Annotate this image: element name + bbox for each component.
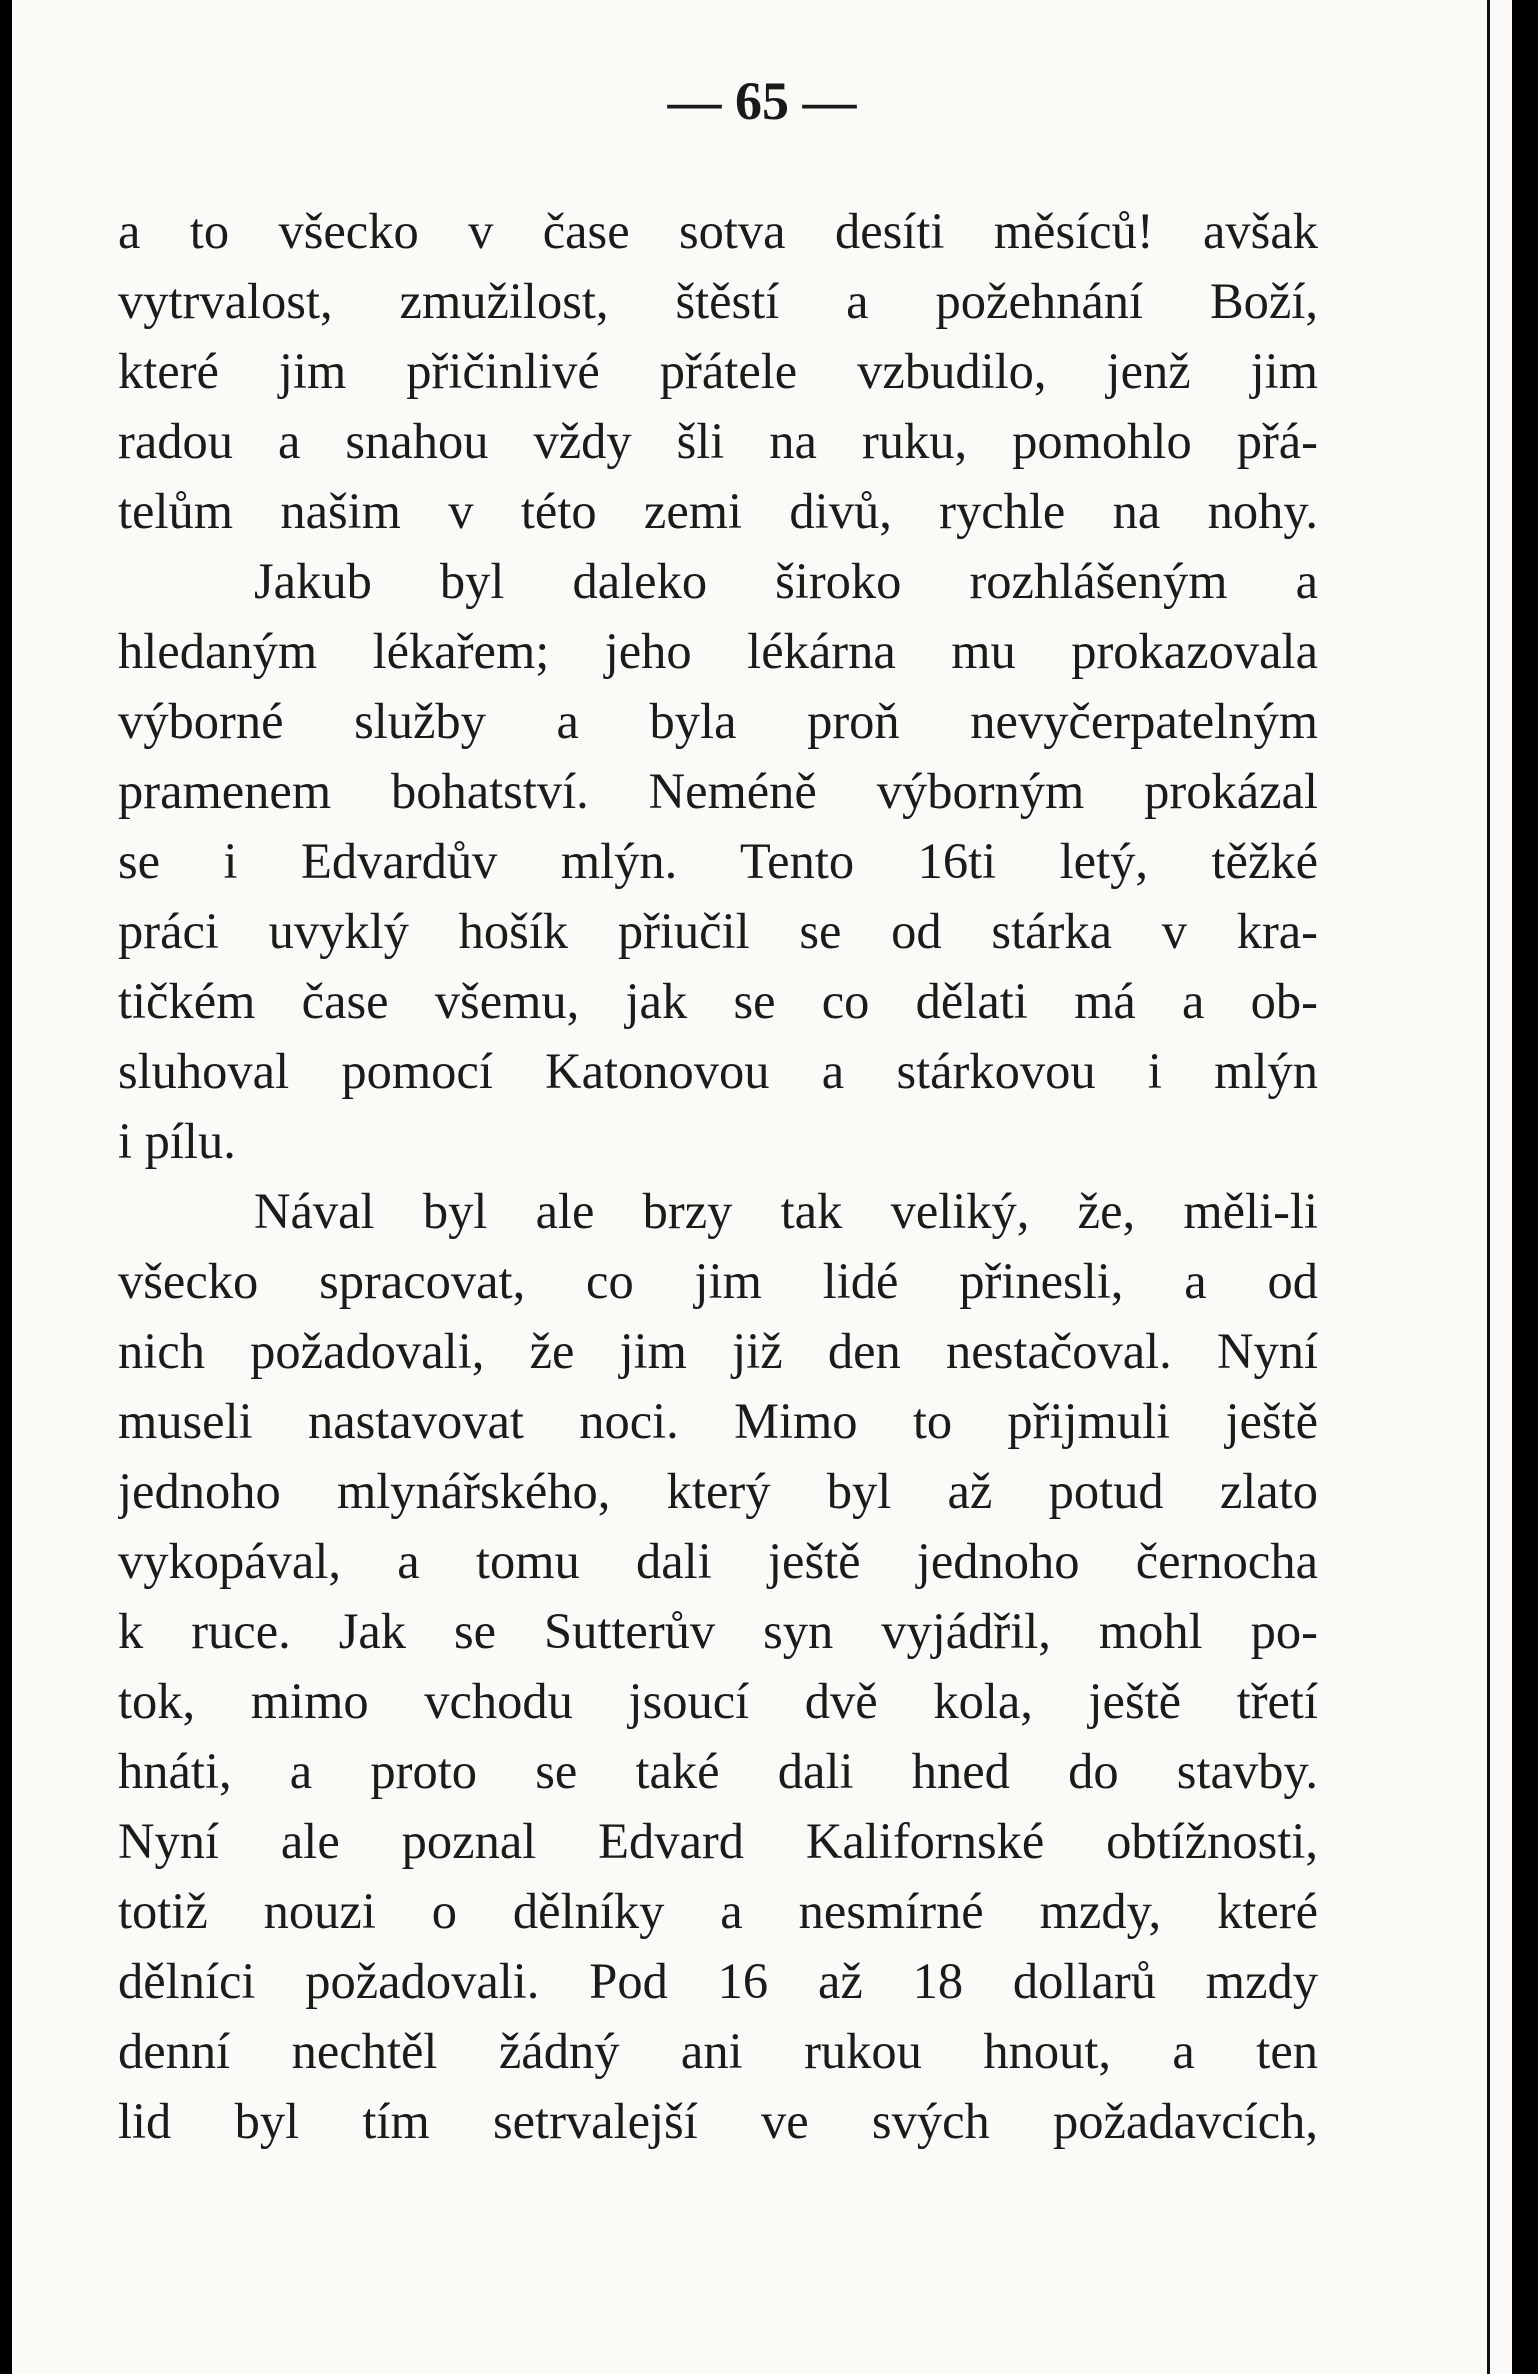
text-line: totiž nouzi o dělníky a nesmírné mzdy, které <box>118 1883 1318 1939</box>
text-line: nich požadovali, že jim již den nestačoval. Nyní <box>118 1323 1318 1379</box>
text-line: Nával byl ale brzy tak veliký, že, měli-li <box>254 1183 1318 1239</box>
text-line: se i Edvardův mlýn. Tento 16ti letý, těžké <box>118 833 1318 889</box>
text-line: vykopával, a tomu dali ještě jednoho černocha <box>118 1533 1318 1589</box>
text-line: které jim přičinlivé přátele vzbudilo, jenž jim <box>118 343 1318 399</box>
text-line: hnáti, a proto se také dali hned do stavby. <box>118 1743 1318 1799</box>
text-line: i pílu. <box>118 1113 236 1169</box>
text-line: tok, mimo vchodu jsoucí dvě kola, ještě třetí <box>118 1673 1318 1729</box>
text-line: sluhoval pomocí Katonovou a stárkovou i mlýn <box>118 1043 1318 1099</box>
text-line: museli nastavovat noci. Mimo to přijmuli ještě <box>118 1393 1318 1449</box>
text-line: hledaným lékařem; jeho lékárna mu prokazovala <box>118 623 1318 679</box>
text-line: výborné služby a byla proň nevyčerpatelným <box>118 693 1318 749</box>
page-number: — 65 — <box>667 71 857 131</box>
text-line: radou a snahou vždy šli na ruku, pomohlo přá- <box>118 413 1318 469</box>
text-line: Nyní ale poznal Edvard Kalifornské obtížnosti, <box>118 1813 1318 1869</box>
text-line: pramenem bohatství. Neméně výborným prokázal <box>118 763 1318 819</box>
text-line: a to všecko v čase sotva desíti měsíců! avšak <box>118 203 1318 259</box>
book-page <box>12 0 1512 2374</box>
text-line: všecko spracovat, co jim lidé přinesli, a od <box>118 1253 1318 1309</box>
text-line: tičkém čase všemu, jak se co dělati má a ob- <box>118 973 1318 1029</box>
text-line: práci uvyklý hošík přiučil se od stárka v kra- <box>118 903 1318 959</box>
page-edge <box>1487 0 1512 2374</box>
text-line: vytrvalost, zmužilost, štěstí a požehnání Boží, <box>118 273 1318 329</box>
text-line: denní nechtěl žádný ani rukou hnout, a ten <box>118 2023 1318 2079</box>
text-line: k ruce. Jak se Sutterův syn vyjádřil, mohl po- <box>118 1603 1318 1659</box>
text-line: dělníci požadovali. Pod 16 až 18 dollarů mzdy <box>118 1953 1318 2009</box>
text-line: telům našim v této zemi divů, rychle na nohy. <box>118 483 1318 539</box>
text-line: Jakub byl daleko široko rozhlášeným a <box>254 553 1318 609</box>
text-line: jednoho mlynářského, který byl až potud zlato <box>118 1463 1318 1519</box>
body-text <box>118 196 1318 2156</box>
text-line: lid byl tím setrvalejší ve svých požadavcích, <box>118 2093 1318 2149</box>
